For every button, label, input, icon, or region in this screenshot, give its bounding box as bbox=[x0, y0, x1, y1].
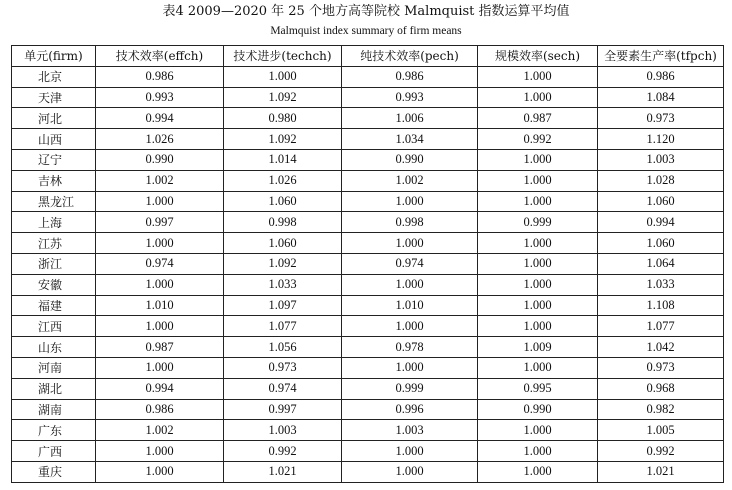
cell-pech: 1.034 bbox=[342, 129, 478, 150]
cell-effch: 0.974 bbox=[96, 253, 224, 274]
cell-firm: 浙江 bbox=[12, 253, 96, 274]
cell-techch: 0.980 bbox=[224, 108, 342, 129]
table-row bbox=[12, 212, 724, 233]
cell-effch: 1.000 bbox=[96, 441, 224, 462]
cell-sech: 1.009 bbox=[478, 337, 598, 358]
table-row bbox=[12, 170, 724, 191]
cell-effch: 0.997 bbox=[96, 212, 224, 233]
cell-techch: 1.092 bbox=[224, 129, 342, 150]
cell-pech: 0.993 bbox=[342, 87, 478, 108]
malmquist-table bbox=[11, 45, 724, 483]
cell-effch: 1.026 bbox=[96, 129, 224, 150]
cell-techch: 0.998 bbox=[224, 212, 342, 233]
cell-techch: 1.026 bbox=[224, 170, 342, 191]
cell-techch: 0.973 bbox=[224, 357, 342, 378]
cell-techch: 1.056 bbox=[224, 337, 342, 358]
cell-effch: 0.986 bbox=[96, 399, 224, 420]
cell-techch: 0.974 bbox=[224, 378, 342, 399]
cell-effch: 1.000 bbox=[96, 357, 224, 378]
cell-firm: 湖南 bbox=[12, 399, 96, 420]
header-pech: 纯技术效率(pech) bbox=[342, 46, 478, 67]
cell-sech: 0.992 bbox=[478, 129, 598, 150]
table-row bbox=[12, 66, 724, 87]
cell-tfpch: 1.084 bbox=[598, 87, 724, 108]
cell-tfpch: 1.005 bbox=[598, 420, 724, 441]
cell-firm: 吉林 bbox=[12, 170, 96, 191]
cell-tfpch: 0.968 bbox=[598, 378, 724, 399]
table-row bbox=[12, 149, 724, 170]
cell-effch: 0.986 bbox=[96, 66, 224, 87]
cell-sech: 1.000 bbox=[478, 149, 598, 170]
table-row bbox=[12, 274, 724, 295]
cell-techch: 1.000 bbox=[224, 66, 342, 87]
cell-effch: 1.000 bbox=[96, 233, 224, 254]
cell-tfpch: 0.982 bbox=[598, 399, 724, 420]
cell-firm: 山西 bbox=[12, 129, 96, 150]
table-title-cn: 表4 2009—2020 年 25 个地方高等院校 Malmquist 指数运算平均值 bbox=[162, 4, 570, 19]
cell-techch: 1.092 bbox=[224, 253, 342, 274]
cell-tfpch: 1.064 bbox=[598, 253, 724, 274]
cell-tfpch: 0.994 bbox=[598, 212, 724, 233]
cell-pech: 1.003 bbox=[342, 420, 478, 441]
cell-tfpch: 1.060 bbox=[598, 191, 724, 212]
header-techch: 技术进步(techch) bbox=[224, 46, 342, 67]
cell-pech: 1.000 bbox=[342, 233, 478, 254]
cell-techch: 0.992 bbox=[224, 441, 342, 462]
cell-effch: 1.000 bbox=[96, 191, 224, 212]
header-sech: 规模效率(sech) bbox=[478, 46, 598, 67]
cell-tfpch: 1.033 bbox=[598, 274, 724, 295]
cell-firm: 上海 bbox=[12, 212, 96, 233]
cell-pech: 0.986 bbox=[342, 66, 478, 87]
cell-pech: 0.974 bbox=[342, 253, 478, 274]
cell-pech: 0.990 bbox=[342, 149, 478, 170]
cell-techch: 0.997 bbox=[224, 399, 342, 420]
table-row bbox=[12, 399, 724, 420]
table-row bbox=[12, 420, 724, 441]
header-firm: 单元(firm) bbox=[12, 46, 96, 67]
header-tfpch: 全要素生产率(tfpch) bbox=[598, 46, 724, 67]
cell-sech: 1.000 bbox=[478, 357, 598, 378]
cell-effch: 1.000 bbox=[96, 461, 224, 482]
cell-effch: 1.000 bbox=[96, 274, 224, 295]
cell-sech: 0.999 bbox=[478, 212, 598, 233]
cell-effch: 0.990 bbox=[96, 149, 224, 170]
cell-sech: 1.000 bbox=[478, 295, 598, 316]
cell-techch: 1.060 bbox=[224, 191, 342, 212]
cell-effch: 1.002 bbox=[96, 170, 224, 191]
cell-tfpch: 1.108 bbox=[598, 295, 724, 316]
cell-firm: 江西 bbox=[12, 316, 96, 337]
cell-tfpch: 0.973 bbox=[598, 357, 724, 378]
cell-firm: 河北 bbox=[12, 108, 96, 129]
table-row bbox=[12, 129, 724, 150]
cell-sech: 1.000 bbox=[478, 316, 598, 337]
cell-tfpch: 1.003 bbox=[598, 149, 724, 170]
cell-sech: 1.000 bbox=[478, 420, 598, 441]
cell-tfpch: 1.028 bbox=[598, 170, 724, 191]
cell-sech: 1.000 bbox=[478, 87, 598, 108]
cell-pech: 1.000 bbox=[342, 274, 478, 295]
cell-pech: 0.998 bbox=[342, 212, 478, 233]
cell-pech: 1.002 bbox=[342, 170, 478, 191]
table-row bbox=[12, 441, 724, 462]
cell-sech: 0.990 bbox=[478, 399, 598, 420]
cell-sech: 1.000 bbox=[478, 253, 598, 274]
cell-effch: 0.993 bbox=[96, 87, 224, 108]
cell-sech: 1.000 bbox=[478, 274, 598, 295]
table-body bbox=[12, 66, 724, 482]
table-row bbox=[12, 357, 724, 378]
header-row bbox=[12, 46, 724, 67]
cell-sech: 0.995 bbox=[478, 378, 598, 399]
cell-effch: 1.002 bbox=[96, 420, 224, 441]
cell-techch: 1.021 bbox=[224, 461, 342, 482]
cell-pech: 0.996 bbox=[342, 399, 478, 420]
cell-firm: 北京 bbox=[12, 66, 96, 87]
cell-firm: 重庆 bbox=[12, 461, 96, 482]
cell-techch: 1.077 bbox=[224, 316, 342, 337]
cell-firm: 河南 bbox=[12, 357, 96, 378]
cell-sech: 1.000 bbox=[478, 66, 598, 87]
table-row bbox=[12, 191, 724, 212]
cell-tfpch: 1.077 bbox=[598, 316, 724, 337]
table-row bbox=[12, 253, 724, 274]
cell-sech: 1.000 bbox=[478, 461, 598, 482]
cell-sech: 1.000 bbox=[478, 441, 598, 462]
cell-pech: 0.978 bbox=[342, 337, 478, 358]
header-effch: 技术效率(effch) bbox=[96, 46, 224, 67]
cell-firm: 广东 bbox=[12, 420, 96, 441]
cell-effch: 1.000 bbox=[96, 316, 224, 337]
cell-effch: 1.010 bbox=[96, 295, 224, 316]
cell-sech: 0.987 bbox=[478, 108, 598, 129]
cell-effch: 0.987 bbox=[96, 337, 224, 358]
cell-techch: 1.060 bbox=[224, 233, 342, 254]
cell-firm: 天津 bbox=[12, 87, 96, 108]
cell-pech: 1.010 bbox=[342, 295, 478, 316]
table-row bbox=[12, 378, 724, 399]
table-row bbox=[12, 295, 724, 316]
cell-tfpch: 1.060 bbox=[598, 233, 724, 254]
table-row bbox=[12, 316, 724, 337]
cell-pech: 1.000 bbox=[342, 357, 478, 378]
table-row bbox=[12, 461, 724, 482]
cell-tfpch: 1.021 bbox=[598, 461, 724, 482]
cell-firm: 山东 bbox=[12, 337, 96, 358]
table-row bbox=[12, 87, 724, 108]
cell-firm: 江苏 bbox=[12, 233, 96, 254]
table-row bbox=[12, 108, 724, 129]
cell-pech: 1.000 bbox=[342, 461, 478, 482]
cell-tfpch: 0.992 bbox=[598, 441, 724, 462]
cell-tfpch: 0.973 bbox=[598, 108, 724, 129]
table-title-en: Malmquist index summary of firm means bbox=[270, 25, 462, 37]
cell-tfpch: 1.042 bbox=[598, 337, 724, 358]
cell-firm: 湖北 bbox=[12, 378, 96, 399]
cell-pech: 1.000 bbox=[342, 316, 478, 337]
cell-sech: 1.000 bbox=[478, 233, 598, 254]
cell-effch: 0.994 bbox=[96, 108, 224, 129]
cell-firm: 广西 bbox=[12, 441, 96, 462]
table-row bbox=[12, 233, 724, 254]
cell-sech: 1.000 bbox=[478, 170, 598, 191]
cell-techch: 1.097 bbox=[224, 295, 342, 316]
cell-techch: 1.033 bbox=[224, 274, 342, 295]
cell-pech: 1.000 bbox=[342, 191, 478, 212]
cell-tfpch: 0.986 bbox=[598, 66, 724, 87]
cell-techch: 1.003 bbox=[224, 420, 342, 441]
cell-pech: 0.999 bbox=[342, 378, 478, 399]
cell-effch: 0.994 bbox=[96, 378, 224, 399]
cell-firm: 黑龙江 bbox=[12, 191, 96, 212]
cell-firm: 安徽 bbox=[12, 274, 96, 295]
table-row bbox=[12, 337, 724, 358]
cell-pech: 1.000 bbox=[342, 441, 478, 462]
cell-pech: 1.006 bbox=[342, 108, 478, 129]
cell-techch: 1.014 bbox=[224, 149, 342, 170]
cell-firm: 福建 bbox=[12, 295, 96, 316]
cell-techch: 1.092 bbox=[224, 87, 342, 108]
cell-tfpch: 1.120 bbox=[598, 129, 724, 150]
cell-firm: 辽宁 bbox=[12, 149, 96, 170]
cell-sech: 1.000 bbox=[478, 191, 598, 212]
